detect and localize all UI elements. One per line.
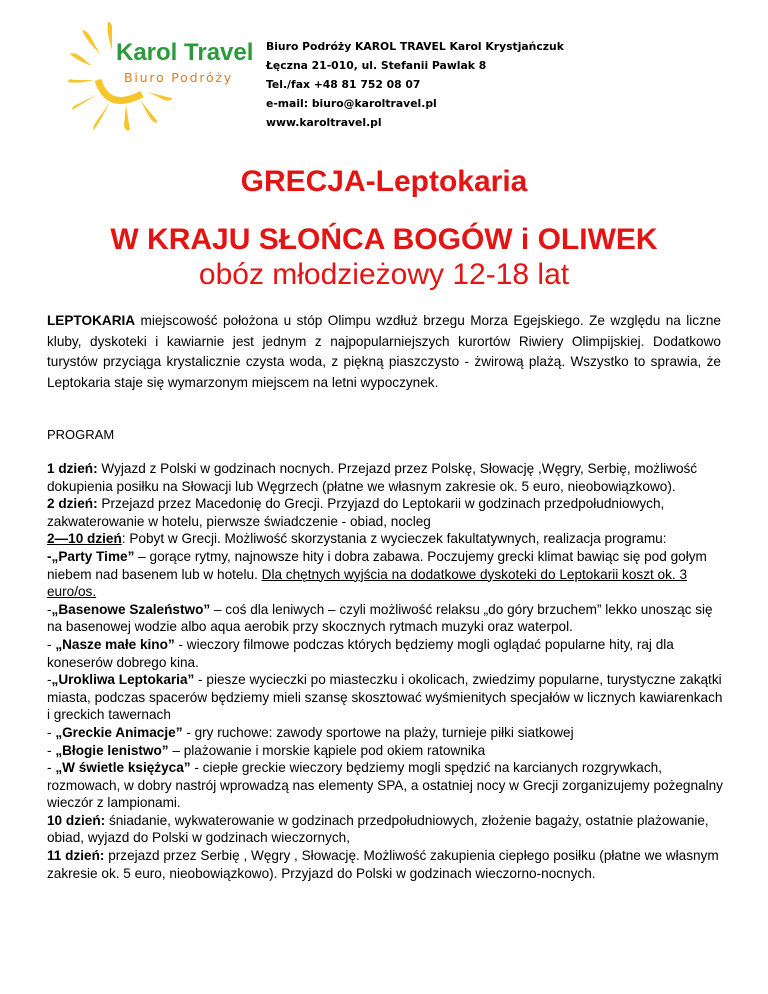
program-day-11 [47, 847, 727, 882]
activity-label: „W świetle księżyca” [55, 760, 191, 776]
activity-text: - wieczory filmowe podczas których będziemy mogli oglądać popularne hity, raj dla koneserów dobrego kina. [47, 636, 674, 670]
program-day-10 [47, 812, 727, 847]
activity-dash: - [47, 760, 56, 776]
activity-label: „Party Time” [51, 548, 135, 564]
activity-note: Dla chętnych wyjścia na dodatkowe dyskoteki do Leptokarii koszt ok. 3 euro/os. [47, 566, 688, 600]
activity-dash: - [47, 548, 52, 564]
program-day-2-10 [47, 530, 727, 548]
intro-bold-term: LEPTOKARIA [47, 313, 136, 328]
activity-text: – gorące rytmy, najnowsze hity i dobra zabawa. Poczujemy grecki klimat bawiąc się pod gołym niebem nad basenem lub w hotelu. [47, 548, 707, 582]
activity-text: – coś dla leniwych – czyli możliwość relaksu „do góry brzuchem” lekko unosząc się na basenowej wodzie albo aqua aerobik przy skocznych rytmach muzyki oraz waterpol. [47, 601, 713, 635]
activity-text: – plażowanie i morskie kąpiele pod okiem ratownika [168, 742, 486, 758]
company-name: Biuro Podróży KAROL TRAVEL Karol Krystjańczuk [266, 40, 564, 53]
activity-dash: - [47, 724, 56, 740]
activity-ksiezyc [47, 759, 727, 812]
activity-text: - ciepłe greckie wieczory będziemy mogli spędzić na karcianych rozgrywkach, rozmowach, w dobry nastrój wprowadzą nas elementy SPA, a ostatniej nocy w Grecji zorganizujemy pożegnalny wieczór z lampionami. [47, 760, 723, 811]
activity-dash: - [47, 601, 52, 617]
company-email[interactable]: e-mail: biuro@karoltravel.pl [266, 97, 437, 110]
activity-party-time [47, 548, 727, 601]
program-day-2 [47, 495, 727, 530]
logo-sub-text: Biuro Podróży [124, 70, 234, 85]
sun-logo-icon [68, 22, 258, 132]
day-text: Wyjazd z Polski w godzinach nocnych. Przejazd przez Polskę, Słowację ,Węgry, Serbię, możliwość dokupienia posiłku na Słowacji lub Węgrzech (płatne we własnym zakresie ok. 5 euro, nieobowiązkowo). [47, 461, 698, 494]
activity-text: - gry ruchowe: zawody sportowe na plaży, turnieje piłki siatkowej [182, 724, 574, 740]
activity-urokliwa [47, 671, 727, 724]
activity-label: „Greckie Animacje” [55, 724, 183, 740]
intro-text: miejscowość położona u stóp Olimpu wzdłuż brzegu Morza Egejskiego. Ze względu na liczne kluby, dyskoteki i kawiarnie jest jednym z najpopularniejszych kurortów Riwiery Olimpijskiej. Dodatkowo turystów przyciąga krystalicznie czysta woda, z piękną piaszczysto - żwirową plażą. Wszystko to sprawia, że Leptokaria staje się wymarzonym miejscem na letni wypoczynek. [47, 313, 721, 390]
page-title: GRECJA-Leptokaria [240, 165, 528, 198]
activity-label: „Nasze małe kino” [55, 636, 175, 652]
activity-label: „Basenowe Szaleństwo” [51, 601, 211, 617]
company-logo [68, 22, 258, 132]
day-label: 2 dzień: [47, 496, 98, 512]
activity-label: „Błogie lenistwo” [55, 742, 169, 758]
activity-dash: - [47, 742, 56, 758]
day-label: 11 dzień: [47, 848, 105, 864]
activity-kino [47, 636, 727, 671]
activity-basenowe [47, 601, 727, 636]
company-phone: Tel./fax +48 81 752 08 07 [266, 78, 421, 91]
day-label: 2—10 dzień [47, 531, 122, 547]
company-address: Łęczna 21-010, ul. Stefanii Pawlak 8 [266, 59, 487, 72]
camp-subtitle: obóz młodzieżowy 12-18 lat [198, 258, 570, 291]
day-text: przejazd przez Serbię , Węgry , Słowację. Możliwość zakupienia ciepłego posiłku (płatne we własnym zakresie ok. 5 euro, nieobowiązkowo). Przyjazd do Polski w godzinach wieczorno-nocnych. [47, 848, 719, 881]
day-label: 1 dzień: [47, 461, 98, 476]
activity-dash: - [47, 672, 52, 688]
activity-label: „Urokliwa Leptokaria” [51, 672, 195, 688]
activity-animacje [47, 724, 727, 742]
company-info [266, 37, 564, 132]
program-day-1 [47, 460, 727, 495]
slogan-title: W KRAJU SŁOŃCA BOGÓW i OLIWEK [110, 223, 658, 256]
company-website[interactable]: www.karoltravel.pl [266, 116, 382, 129]
activity-dash: - [47, 636, 56, 652]
day-text: : Pobyt w Grecji. Możliwość skorzystania z wycieczek fakultatywnych, realizacja programu: [121, 531, 667, 547]
activity-lenistwo [47, 742, 727, 760]
activity-text: - piesze wycieczki po miasteczku i okolicach, zwiedzimy popularne, turystyczne zakątki miasta, podczas spacerów będziemy mieli szansę skosztować wyśmienitych specjałów w licznych kawiarenkach i greckich tawernach [47, 672, 723, 723]
program-list [47, 460, 727, 882]
day-text: śniadanie, wykwaterowanie w godzinach przedpołudniowych, złożenie bagaży, ostatnie plażowanie, obiad, wyjazd do Polski w godzinach wieczornych, [47, 812, 709, 846]
intro-paragraph [47, 311, 721, 393]
day-label: 10 dzień: [47, 812, 106, 828]
program-heading: PROGRAM [47, 427, 115, 442]
logo-brand-text: Karol Travel [116, 39, 254, 66]
day-text: Przejazd przez Macedonię do Grecji. Przyjazd do Leptokarii w godzinach przedpołudniowych, zakwaterowanie w hotelu, pierwsze świadczenie - obiad, nocleg [47, 496, 665, 529]
